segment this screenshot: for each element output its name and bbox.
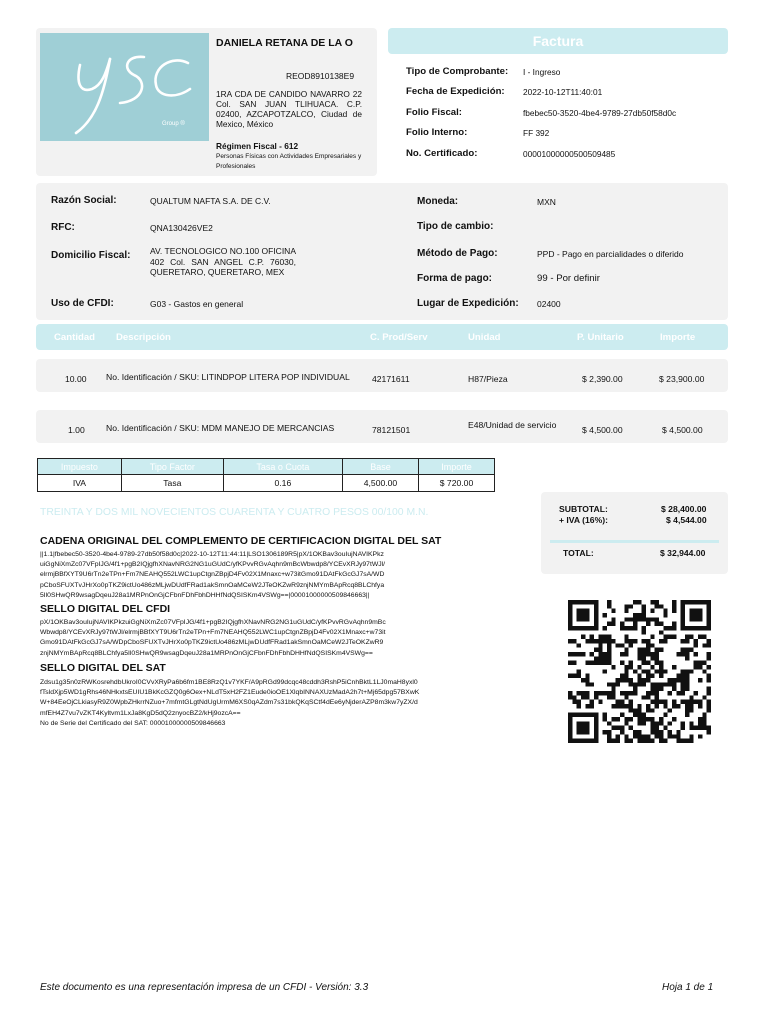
invoice-type-value: I - Ingreso: [523, 67, 561, 77]
header-descripcion: Descripción: [116, 332, 171, 343]
totals-divider: [550, 540, 719, 543]
tax-tipo-factor: Tasa: [121, 475, 223, 492]
tipo-cambio-label: Tipo de cambio:: [417, 221, 494, 232]
document-type-banner: Factura: [388, 28, 728, 54]
moneda-value: MXN: [537, 197, 556, 207]
certificate-number-label: No. Certificado:: [406, 148, 478, 159]
cadena-line: uiGgNiXmZc07VFpIJG/4f1+pgB2IQjgfhXNavNRG2NG1uGUdC/yfKPvvRGvAqhn9mBcWbwdp8/YCEvXRJy97tWJl/: [40, 561, 386, 569]
amount-in-words: TREINTA Y DOS MIL NOVECIENTOS CUARENTA Y CUATRO PESOS 00/100 M.N.: [40, 507, 429, 518]
cadena-line: 5Il0SHwQR9wsagDqeuJ28a1MRPnOnGjCFbnFDhFbhDHHfNdQSISKm4VSWg==|00001000000509846663||: [40, 591, 370, 599]
receiver-rfc-value: QNA130426VE2: [150, 223, 213, 233]
domicilio-fiscal-value: AV. TECNOLOGICO NO.100 OFICINA 402 Col. SAN ANGEL C.P. 76030, QUERETARO, QUERETARO, MEX: [150, 246, 296, 277]
sello-sat-text: [40, 678, 530, 729]
invoice-type-label: Tipo de Comprobante:: [406, 66, 509, 77]
iva-label: + IVA (16%):: [559, 515, 608, 525]
sello-cfdi-line: Gmo91DAtFkGcGJ7sA/WDpCboSFUXTvJHrXo0pTKZ9ictUo486zMLjwDUdfFRad1akSmnOaMCeW2JTeOKZwR9: [40, 639, 384, 647]
sello-cfdi-line: Wbwdp8/YCEvXRJy97tWJl/elrmjBBfXYT9U6rTn2eTPn+Fm7NEAHQ552LWC1upCtgnZBpjD4Fv02X1Mnaxc+w73it: [40, 629, 386, 637]
row-descripcion: No. Identificación / SKU: MDM MANEJO DE MERCANCIAS: [106, 423, 335, 433]
folio-interno-label: Folio Interno:: [406, 127, 468, 138]
sello-cfdi-title: SELLO DIGITAL DEL CFDI: [40, 603, 171, 615]
qr-code-modules: [568, 600, 711, 743]
row-unitario: $ 4,500.00: [582, 425, 623, 435]
row-unitario: $ 2,390.00: [582, 374, 623, 384]
tax-table: [37, 458, 495, 492]
receiver-rfc-label: RFC:: [51, 222, 75, 233]
moneda-label: Moneda:: [417, 196, 459, 207]
sello-sat-title: SELLO DIGITAL DEL SAT: [40, 662, 166, 674]
tax-table-header: [38, 459, 495, 475]
footer-disclaimer: Este documento es una representación impresa de un CFDI - Versión: 3.3: [40, 982, 369, 993]
issue-date-value: 2022-10-12T11:40:01: [523, 87, 603, 97]
header-prodserv: C. Prod/Serv: [370, 332, 428, 343]
metodo-pago-label: Método de Pago:: [417, 248, 498, 259]
cadena-line: elrmjBBfXYT9U6rTn2eTPn+Fm7NEAHQ552LWC1upCtgnZBpjD4Fv02X1Mnaxc+w73itGmo91DAtFkGcGJ7sA/WD: [40, 571, 385, 579]
lugar-expedicion-value: 02400: [537, 299, 561, 309]
domicilio-fiscal-label: Domicilio Fiscal:: [51, 250, 131, 261]
cadena-line: ||1.1|fbebec50-3520-4be4-9789-27db50f58d0c|2022-10-12T11:44:11|LSO1306189R5|pX/1OKBav3ouIujNAVIKPkz: [40, 551, 384, 558]
razon-social-label: Razón Social:: [51, 195, 117, 206]
header-unitario: P. Unitario: [577, 332, 624, 343]
row-importe: $ 4,500.00: [662, 425, 703, 435]
sello-sat-line: W+84EeOjCLkiasyR9Z0WpbZHkrrNZuo+7mfmtGLgtNdUgUrmM6XS0qAZdm7s31bkQKqSCtf4dEe6yNjderAZP8m3kw7yZX/d: [40, 699, 418, 707]
cadena-line: pCboSFUXTvJHrXo0pTKZ9ictUo486zMLjwDUdfFRad1akSmnOaMCeW2JTeOKZwR9znjNMYmBApRcq8BLChfya: [40, 581, 385, 589]
sat-certificate-serial: No de Serie del Certificado del SAT: 00001000000509846663: [40, 719, 226, 727]
sello-cfdi-line: znjNMYmBApRcq8BLChfya5Il0SHwQR9wsagDqeuJ28a1MRPnOnGjCFbnFDhFbhDHHfNdQSISKm4VSWg==: [40, 649, 373, 657]
sello-sat-line: fTsldXjp5WD1gRhs46NHkxtsEUIU1BkKcGZQ0g6Oex+NLdT5xH2FZ1Eude0ioOE1XlqbINNAXUzMadA2h7t+Mj65dpg57BXwK: [40, 689, 420, 697]
row-cantidad: 10.00: [65, 374, 87, 384]
row-prodserv: 42171611: [372, 374, 410, 384]
row-unidad: E48/Unidad de servicio: [468, 420, 557, 430]
tax-header-importe: Importe: [418, 459, 494, 475]
tax-impuesto: IVA: [38, 475, 122, 492]
concept-row: [36, 410, 728, 443]
tax-header-impuesto: Impuesto: [38, 459, 122, 475]
lugar-expedicion-label: Lugar de Expedición:: [417, 298, 519, 309]
folio-fiscal-value: fbebec50-3520-4be4-9789-27db50f58d0c: [523, 108, 677, 118]
concepts-header: [36, 324, 728, 350]
metodo-pago-value: PPD - Pago en parcialidades o diferido: [537, 249, 684, 259]
certificate-number-value: 00001000000500509485: [523, 149, 616, 159]
subtotal-value: $ 28,400.00: [661, 504, 707, 514]
header-unidad: Unidad: [468, 332, 501, 343]
total-value: $ 32,944.00: [660, 548, 706, 558]
concept-row: [36, 359, 728, 392]
regimen-fiscal-label: Régimen Fiscal - 612: [216, 141, 299, 151]
header-importe: Importe: [660, 332, 696, 343]
logo-subtext: Group ®: [162, 121, 185, 127]
row-descripcion: No. Identificación / SKU: LITINDPOP LITERA POP INDIVIDUAL: [106, 372, 350, 382]
tax-row: [38, 475, 495, 492]
razon-social-value: QUALTUM NAFTA S.A. DE C.V.: [150, 196, 271, 206]
tax-tasa: 0.16: [223, 475, 342, 492]
issuer-name: DANIELA RETANA DE LA O: [216, 37, 353, 49]
folio-interno-value: FF 392: [523, 128, 550, 138]
issue-date-label: Fecha de Expedición:: [406, 86, 505, 97]
total-label: TOTAL:: [563, 548, 594, 558]
subtotal-label: SUBTOTAL:: [559, 504, 608, 514]
tax-header-tipo-factor: Tipo Factor: [121, 459, 223, 475]
issuer-rfc: REOD8910138E9: [286, 71, 355, 81]
forma-pago-label: Forma de pago:: [417, 273, 493, 284]
row-importe: $ 23,900.00: [659, 374, 705, 384]
forma-pago-value: 99 - Por definir: [537, 273, 600, 284]
regimen-fiscal-description: Personas Físicas con Actividades Empresariales y Profesionales: [216, 153, 362, 170]
tax-header-tasa: Tasa o Cuota: [223, 459, 342, 475]
tax-importe: $ 720.00: [418, 475, 494, 492]
issuer-address: 1RA CDA DE CANDIDO NAVARRO 22 Col. SAN JUAN TLIHUACA. C.P. 02400, AZCAPOTZALCO, Ciudad de Mexico, México: [216, 89, 362, 129]
logo-mark: [40, 33, 209, 141]
folio-fiscal-label: Folio Fiscal:: [406, 107, 462, 118]
row-unidad: H87/Pieza: [468, 374, 508, 384]
sello-sat-line: mfEH4Z7vu7vZKT4Kyltvm1LxJa8KgD5dQ2znyocBZ2/kHj9ozcA==: [40, 709, 241, 717]
cadena-original-text: [40, 550, 530, 601]
row-prodserv: 78121501: [372, 425, 411, 435]
sello-cfdi-line: pX/1OKBav3ouIujNAVIKPkzuiGgNiXmZc07VFpIJG/4f1+pgB2IQjgfhXNavNRG2NG1uGUdC/yfKPvvRGvAqhn9mBc: [40, 619, 386, 626]
company-logo: [40, 33, 209, 141]
cadena-original-title: CADENA ORIGINAL DEL COMPLEMENTO DE CERTIFICACION DIGITAL DEL SAT: [40, 535, 442, 547]
iva-value: $ 4,544.00: [666, 515, 707, 525]
tax-header-base: Base: [342, 459, 418, 475]
page-number: Hoja 1 de 1: [662, 982, 714, 993]
sello-sat-line: Zdsu1g35n0zRWKosrehdbUkroI0CVvXRyPa6b6fm1BE8RzQ1v7YKF/A9pRGd99dcqc48cddh3RshP5iCnhBktL1LJ0maH8yxl0: [40, 679, 418, 686]
qr-code-icon: [565, 600, 714, 743]
uso-cfdi-value: G03 - Gastos en general: [150, 299, 244, 309]
header-cantidad: Cantidad: [54, 332, 96, 343]
tax-base: 4,500.00: [342, 475, 418, 492]
row-cantidad: 1.00: [68, 425, 85, 435]
uso-cfdi-label: Uso de CFDI:: [51, 298, 114, 309]
sello-cfdi-text: [40, 618, 530, 659]
